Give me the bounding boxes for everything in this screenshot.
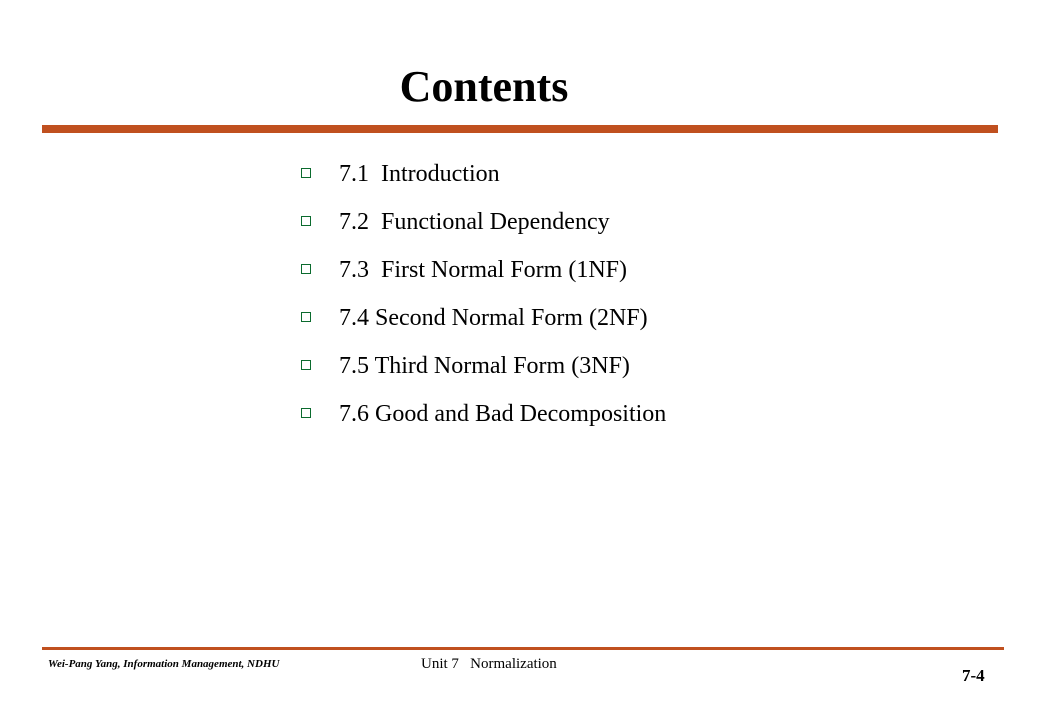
list-item-label: 7.3 First Normal Form (1NF) <box>339 256 627 283</box>
page-number: 7-4 <box>962 666 985 685</box>
list-item-label: 7.1 Introduction <box>339 160 500 187</box>
list-item-label: 7.6 Good and Bad Decomposition <box>339 400 667 427</box>
list-item <box>300 198 666 246</box>
list-item <box>300 390 666 438</box>
slide-title: Contents <box>399 62 569 111</box>
list-item <box>300 342 666 390</box>
list-item-label: 7.4 Second Normal Form (2NF) <box>339 304 648 331</box>
list-item <box>300 150 666 198</box>
list-item <box>300 246 666 294</box>
list-item <box>300 294 666 342</box>
footer-divider <box>42 647 1004 650</box>
list-item-label: 7.5 Third Normal Form (3NF) <box>339 352 630 379</box>
checkbox-bullet-icon <box>301 168 314 181</box>
checkbox-bullet-icon <box>301 360 314 373</box>
checkbox-bullet-icon <box>301 216 314 229</box>
checkbox-bullet-icon <box>301 312 314 325</box>
footer-author: Wei-Pang Yang, Information Management, NDHU <box>48 658 280 670</box>
contents-list <box>300 150 666 438</box>
footer-unit-title: Unit 7 Normalization <box>421 656 557 672</box>
checkbox-bullet-icon <box>301 264 314 277</box>
list-item-label: 7.2 Functional Dependency <box>339 208 610 235</box>
title-divider <box>42 125 998 133</box>
checkbox-bullet-icon <box>301 408 314 421</box>
